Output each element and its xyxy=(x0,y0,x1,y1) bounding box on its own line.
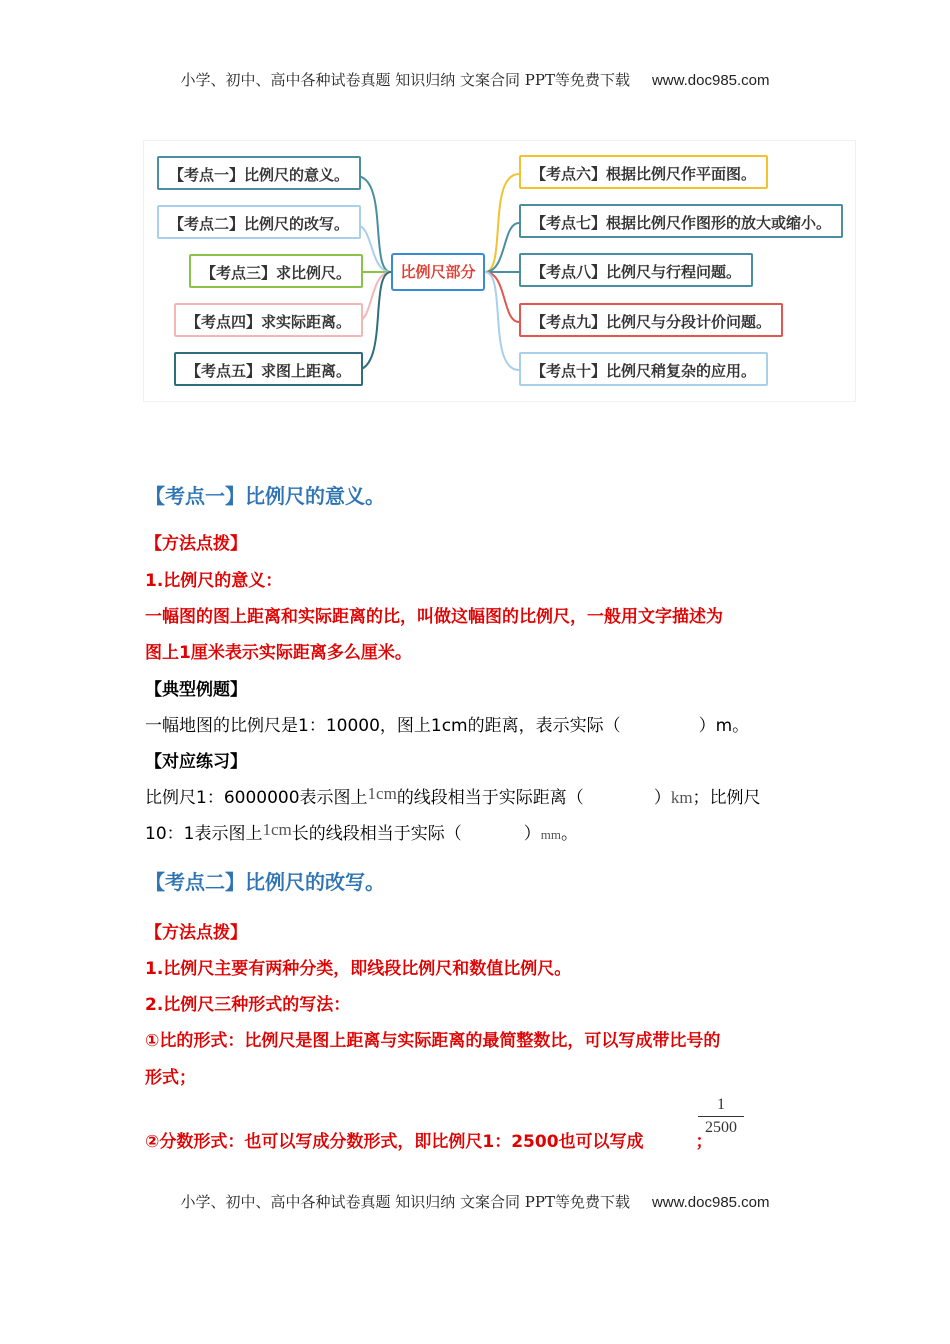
node-kaodian-10: 【考点十】比例尺稍复杂的应用。 xyxy=(519,352,768,386)
connector-right-9 xyxy=(485,272,519,322)
node-kaodian-6: 【考点六】根据比例尺作平面图。 xyxy=(519,155,768,189)
node-kaodian-5: 【考点五】求图上距离。 xyxy=(174,352,363,386)
practice-l2-unit2: mm xyxy=(540,827,561,842)
practice-l1-b: 的线段相当于实际距离（ xyxy=(396,788,584,808)
practice-l1-c: ） xyxy=(653,788,671,808)
page-footer xyxy=(0,1191,950,1212)
header-text: 小学、初中、高中各种试卷真题 知识归纳 文案合同 PPT等免费下载 xyxy=(180,71,630,89)
node-kaodian-1: 【考点一】比例尺的意义。 xyxy=(157,156,361,190)
example-post: ）m。 xyxy=(698,716,750,736)
node-kaodian-8: 【考点八】比例尺与行程问题。 xyxy=(519,253,753,287)
fraction-1-2500 xyxy=(698,1096,744,1137)
section2-method-label: 【方法点拨】 xyxy=(145,923,247,943)
node-kaodian-4: 【考点四】求实际距离。 xyxy=(174,303,363,337)
section1-practice-label: 【对应练习】 xyxy=(145,752,247,772)
section1-example-label: 【典型例题】 xyxy=(145,680,247,700)
practice-line2 xyxy=(145,819,578,844)
section1-point1: 1.比例尺的意义： xyxy=(145,571,283,591)
fraction-bar xyxy=(698,1116,744,1117)
section2-title: 【考点二】比例尺的改写。 xyxy=(145,870,385,894)
section1-definition-line2: 图上1厘米表示实际距离多么厘米。 xyxy=(145,643,412,663)
page-header xyxy=(0,69,950,90)
node-kaodian-3: 【考点三】求比例尺。 xyxy=(189,254,363,288)
footer-url[interactable]: www.doc985.com xyxy=(651,1194,770,1211)
node-kaodian-7: 【考点七】根据比例尺作图形的放大或缩小。 xyxy=(519,204,843,238)
practice-line1 xyxy=(145,783,761,808)
practice-l1-unit1: 1cm xyxy=(367,784,397,803)
connector-right-7 xyxy=(485,223,519,272)
section2-item2-end: ； xyxy=(695,1132,713,1152)
section2-item1-line1: ①比的形式：比例尺是图上距离与实际距离的最简整数比，可以写成带比号的 xyxy=(145,1031,721,1051)
practice-l2-c: ） xyxy=(523,824,541,844)
section2-point1: 1.比例尺主要有两种分类，即线段比例尺和数值比例尺。 xyxy=(145,959,572,979)
section2-item1-line2: 形式； xyxy=(145,1068,196,1088)
practice-l2-a: 10：1表示图上 xyxy=(145,824,263,844)
connector-right-6 xyxy=(485,174,519,272)
node-kaodian-9: 【考点九】比例尺与分段计价问题。 xyxy=(519,303,783,337)
section1-title: 【考点一】比例尺的意义。 xyxy=(145,484,385,508)
node-kaodian-2: 【考点二】比例尺的改写。 xyxy=(157,205,361,239)
section2-item2-text: ②分数形式：也可以写成分数形式，即比例尺1：2500也可以写成 xyxy=(145,1132,644,1152)
section2-item2 xyxy=(145,1127,713,1152)
section1-example xyxy=(145,711,749,736)
header-url[interactable]: www.doc985.com xyxy=(651,72,770,89)
practice-l2-b: 长的线段相当于实际（ xyxy=(291,824,462,844)
section1-definition-line1: 一幅图的图上距离和实际距离的比，叫做这幅图的比例尺，一般用文字描述为 xyxy=(145,607,723,627)
practice-l1-a: 比例尺1：6000000表示图上 xyxy=(145,788,368,808)
practice-l1-unit2: km xyxy=(670,788,693,807)
practice-l1-d: ；比例尺 xyxy=(692,788,761,808)
section2-point2: 2.比例尺三种形式的写法： xyxy=(145,995,351,1015)
fraction-denominator: 2500 xyxy=(705,1119,737,1136)
center-node: 比例尺部分 xyxy=(391,253,485,291)
practice-l2-d: 。 xyxy=(560,824,578,844)
example-pre: 一幅地图的比例尺是1：10000，图上1cm的距离，表示实际（ xyxy=(145,716,621,736)
section1-method-label: 【方法点拨】 xyxy=(145,534,247,554)
mindmap xyxy=(143,140,856,402)
practice-l2-unit1: 1cm xyxy=(262,820,292,839)
footer-text: 小学、初中、高中各种试卷真题 知识归纳 文案合同 PPT等免费下载 xyxy=(180,1193,630,1211)
fraction-numerator: 1 xyxy=(717,1096,725,1113)
